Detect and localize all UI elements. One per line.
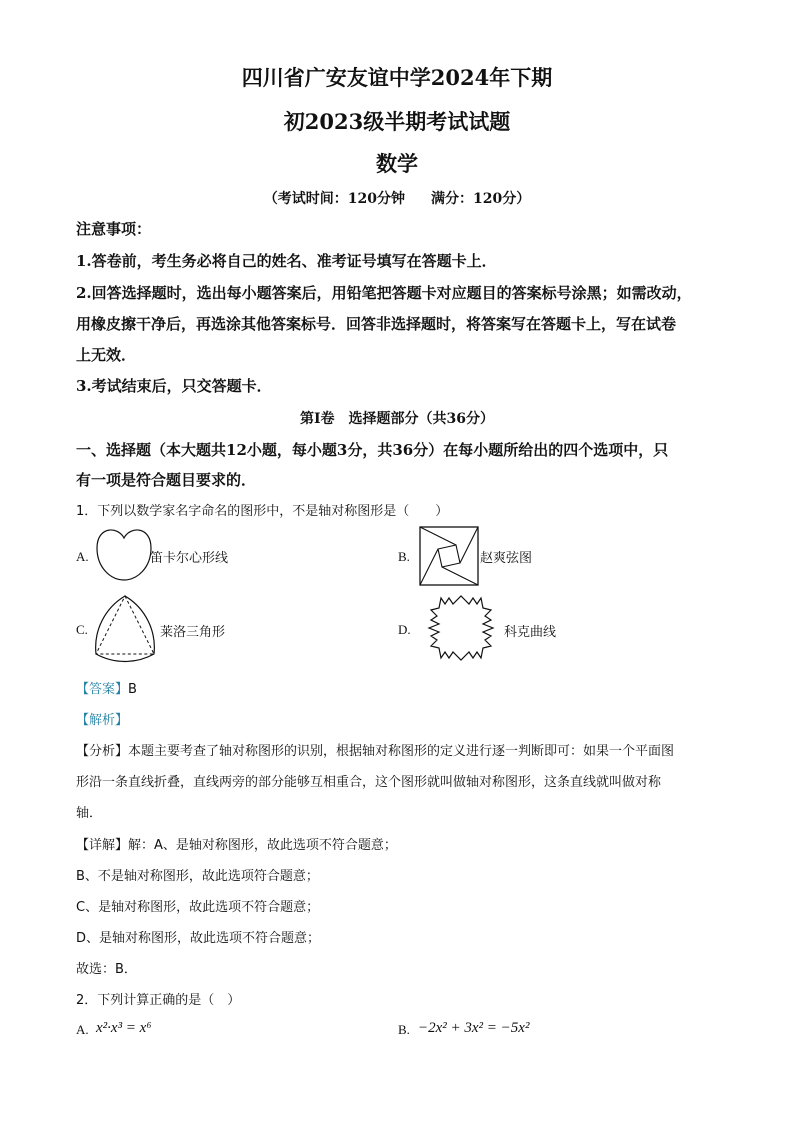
q1-analysis-line-3: 轴． bbox=[76, 806, 103, 821]
q1-analysis-line-2: 形沿一条直线折叠，直线两旁的部分能够互相重合，这个图形就叫做轴对称图形，这条直线就叫做对称 bbox=[76, 775, 662, 790]
q1-detail-line-2: B、不是轴对称图形，故此选项符合题意； bbox=[76, 869, 319, 884]
answer-tag: 【答案】 bbox=[76, 682, 129, 697]
notice-title: 注意事项： bbox=[76, 220, 152, 238]
koch-curve-figure bbox=[419, 590, 503, 666]
analysis-tag: 【解析】 bbox=[76, 713, 129, 728]
q2-stem: 2．下列计算正确的是（ ） bbox=[76, 993, 241, 1008]
exam-full-score: 满分：120分） bbox=[431, 191, 531, 207]
q1-option-c-label: 莱洛三角形 bbox=[160, 625, 226, 640]
section-title: 第Ⅰ卷 选择题部分（共36分） bbox=[299, 411, 495, 427]
q2-option-b-expr: −2x² + 3x² = −5x² bbox=[418, 1020, 530, 1036]
exam-subject: 数学 bbox=[376, 151, 418, 176]
q1-detail-line-3: C、是轴对称图形，故此选项不符合题意； bbox=[76, 900, 320, 915]
q1-option-a-letter: A. bbox=[76, 549, 89, 564]
notice-item-3: 3.考试结束后，只交答题卡． bbox=[76, 377, 272, 395]
exam-info bbox=[0, 188, 794, 208]
q1-detail-line-5: 故选：B． bbox=[76, 962, 137, 977]
q1-detail-line-4: D、是轴对称图形，故此选项不符合题意； bbox=[76, 931, 321, 946]
q1-option-c-letter: C. bbox=[76, 622, 88, 637]
q1-answer bbox=[76, 678, 137, 697]
q1-option-d-letter: D. bbox=[398, 622, 411, 637]
zhao-shuang-figure bbox=[419, 526, 479, 586]
notice-item-1: 1.答卷前，考生务必将自己的姓名、准考证号填写在答题卡上． bbox=[76, 252, 497, 270]
q1-detail-line-1: 【详解】解：A、是轴对称图形，故此选项不符合题意； bbox=[76, 838, 397, 853]
q1-option-b-letter: B. bbox=[398, 549, 410, 564]
q1-option-d-label: 科克曲线 bbox=[504, 625, 557, 640]
notice-item-2-cont: 用橡皮擦干净后，再选涂其他答案标号．回答非选择题时，将答案写在答题卡上，写在试卷 bbox=[76, 315, 677, 333]
notice-item-2-end: 上无效． bbox=[76, 346, 137, 364]
notice-item-2: 2.回答选择题时，选出每小题答案后，用铅笔把答题卡对应题目的答案标号涂黑；如需改动， bbox=[76, 284, 692, 302]
q1-option-b-label: 赵爽弦图 bbox=[480, 551, 533, 566]
part1-instructions-cont: 有一项是符合题目要求的． bbox=[76, 471, 257, 489]
q2-option-a-letter: A. bbox=[76, 1022, 89, 1037]
q1-analysis-line-1: 【分析】本题主要考查了轴对称图形的识别，根据轴对称图形的定义进行逐一判断即可：如果一个平面图 bbox=[76, 744, 675, 759]
exam-title-school: 四川省广安友谊中学2024年下期 bbox=[241, 65, 553, 90]
answer-value: B bbox=[128, 682, 137, 697]
q2-option-a-expr: x²·x³ = x⁶ bbox=[96, 1020, 152, 1036]
part1-instructions: 一、选择题（本大题共12小题，每小题3分，共36分）在每小题所给出的四个选项中，只 bbox=[76, 441, 669, 459]
q1-stem: 1．下列以数学家名字命名的图形中，不是轴对称图形是（ ） bbox=[76, 504, 449, 519]
q2-option-b-letter: B. bbox=[398, 1022, 410, 1037]
q1-option-a-label: 笛卡尔心形线 bbox=[150, 551, 229, 566]
exam-time: （考试时间：120分钟 bbox=[263, 191, 405, 207]
reuleaux-triangle-figure bbox=[92, 592, 158, 662]
exam-title-grade: 初2023级半期考试试题 bbox=[283, 109, 511, 134]
cardioid-figure bbox=[93, 524, 155, 584]
